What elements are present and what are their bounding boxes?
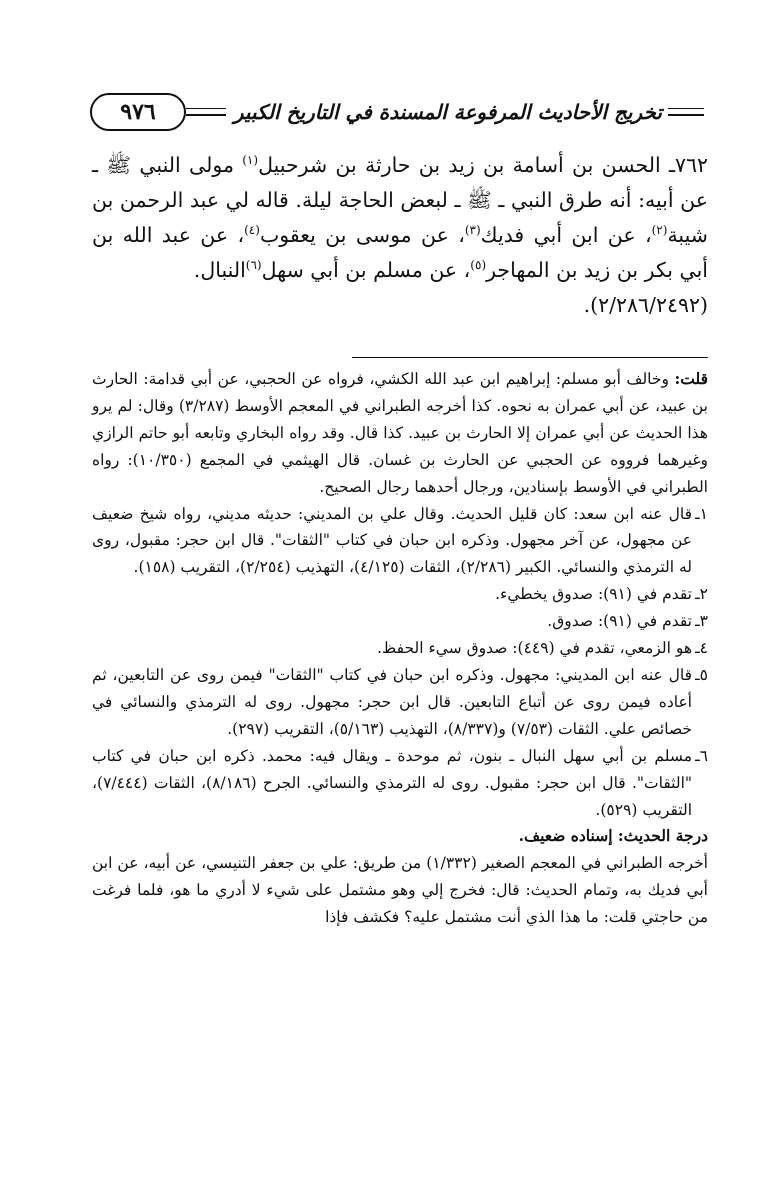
page-number: ٩٧٦ [120, 99, 156, 125]
footnote-text: هو الزمعي، تقدم في (٤٤٩): صدوق سيء الحفظ. [377, 639, 692, 658]
footnote-number: ٤ـ [695, 639, 708, 658]
footnote-ref-3[interactable]: (٣) [464, 223, 481, 238]
page-number-badge [90, 93, 186, 131]
footnote-ref-4[interactable]: (٤) [244, 223, 260, 238]
footnote-text: تقدم في (٩١): صدوق يخطيء. [495, 585, 692, 604]
footnote-ref-5[interactable]: (٥) [470, 258, 487, 273]
footnote-number: ١ـ [695, 504, 708, 523]
notes-section [92, 366, 708, 931]
hadith-segment-6: ، عن مسلم بن أبي سهل [261, 258, 471, 282]
footnote-4 [92, 635, 708, 662]
footnote-ref-2[interactable]: (٢) [651, 223, 668, 238]
hadith-segment-7: النبال. [193, 258, 246, 282]
takhrij-paragraph: أخرجه الطبراني في المعجم الصغير (١/٣٣٢) من طريق: علي بن جعفر التنيسي، عن أبيه، عن ابن أبي فديك به، وتمام الحديث: قال: فخرج إلي وهو مشتمل على شيء لا أدري ما هو، فلما فرغت من حاجتي قلت: ما هذا الذي أنت مشتمل عليه؟ فكشف فإذا [92, 854, 708, 927]
hadith-segment-1: ـ الحسن بن أسامة بن زيد بن حارثة بن شرحبيل [258, 153, 675, 177]
hadith-segment-4: ، عن موسى بن يعقوب [259, 223, 465, 247]
page-header [90, 92, 710, 132]
qult-text: وخالف أبو مسلم: إبراهيم ابن عبد الله الكشي، فرواه عن الحجبي، عن أبي قدامة: الحارث بن عبيد، عن أبي عمران به نحوه. كذا أخرجه الطبراني في المعجم الأوسط (٣/٢٨٧) وقال: لم يرو هذا الحديث عن أبي عمران إلا الحارث بن عبيد. كذا قال. وقد رواه البخاري وتابعه أبو حاتم الرازي وغيرهما فرووه عن الحجبي عن الحارث بن غسان. قال الهيثمي في المجمع (١٠/٣٥٠): رواه الطبراني في الأوسط بإسنادين، ورجال أحدهما رجال الصحيح. [92, 370, 709, 496]
qult-paragraph [92, 366, 708, 501]
footnote-text: قال عنه ابن سعد: كان قليل الحديث. وقال علي بن المديني: حديثه مديني، رواه شيخ ضعيف عن مجهول، عن آخر مجهول. وذكره ابن حبان في كتاب "الثقات". قال ابن حجر: مقبول، روى له الترمذي والنسائي. الكبير (٢/٢٨٦)، الثقات (٤/١٢٥)، التهذيب (٢/٢٥٤)، التقريب (١٥٨). [92, 504, 692, 577]
footnote-1 [92, 501, 708, 582]
footnote-number: ٥ـ [695, 665, 708, 684]
hadith-text [92, 148, 708, 323]
footnote-3 [92, 608, 708, 635]
header-rule-long [186, 108, 226, 116]
hadith-paragraph [92, 148, 708, 288]
hadith-segment-2: مولى النبي ﷺ ـ عن أبيه: أنه طرق النبي ـ ﷺ ـ لبعض الحاجة ليلة. قاله لي عبد الرحمن بن شيبة [92, 153, 708, 247]
footnote-number: ٦ـ [695, 746, 708, 765]
footnote-ref-1[interactable]: (١) [242, 153, 259, 168]
footnote-divider [352, 357, 708, 358]
hadith-number: ٧٦٢ [674, 153, 709, 177]
hadith-grade: درجة الحديث: إسناده ضعيف. [518, 826, 708, 846]
footnote-5 [92, 662, 708, 743]
hadith-segment-3: ، عن ابن أبي فديك [480, 223, 652, 247]
footnote-ref-6[interactable]: (٦) [245, 258, 262, 273]
running-title: تخريج الأحاديث المرفوعة المسندة في التاريخ الكبير [233, 100, 662, 124]
footnote-2 [92, 581, 708, 608]
footnote-number: ٣ـ [695, 612, 708, 631]
footnote-text: قال عنه ابن المديني: مجهول. وذكره ابن حبان في كتاب "الثقات" فيمن روى عن التابعين، ثم أعاده فيمن روى عن أتباع التابعين. قال ابن حجر: مجهول. روى له الترمذي والنسائي في خصائص علي. الثقات (٧/٥٣) و(٨/٣٣٧)، التهذيب (٥/١٦٣)، التقريب (٢٩٧). [92, 665, 692, 738]
footnote-6 [92, 743, 708, 824]
footnote-text: تقدم في (٩١): صدوق. [547, 612, 692, 631]
qult-label: قلت: [674, 369, 708, 388]
footnote-number: ٢ـ [695, 585, 708, 604]
hadith-segment-5: ، عن عبد الله بن أبي بكر بن زيد بن المهاجر [92, 223, 708, 282]
header-rule-short [668, 108, 704, 116]
footnote-text: مسلم بن أبي سهل النبال ـ بنون، ثم موحدة ـ ويقال فيه: محمد. ذكره ابن حبان في كتاب "الثقات". قال ابن حجر: مقبول. روى له الترمذي والنسائي. الجرح (٨/١٨٦)، الثقات (٧/٤٤٤)، التقريب (٥٢٩). [92, 746, 693, 819]
hadith-citation: (٢/٢٨٦/٢٤٩٢). [583, 293, 708, 317]
